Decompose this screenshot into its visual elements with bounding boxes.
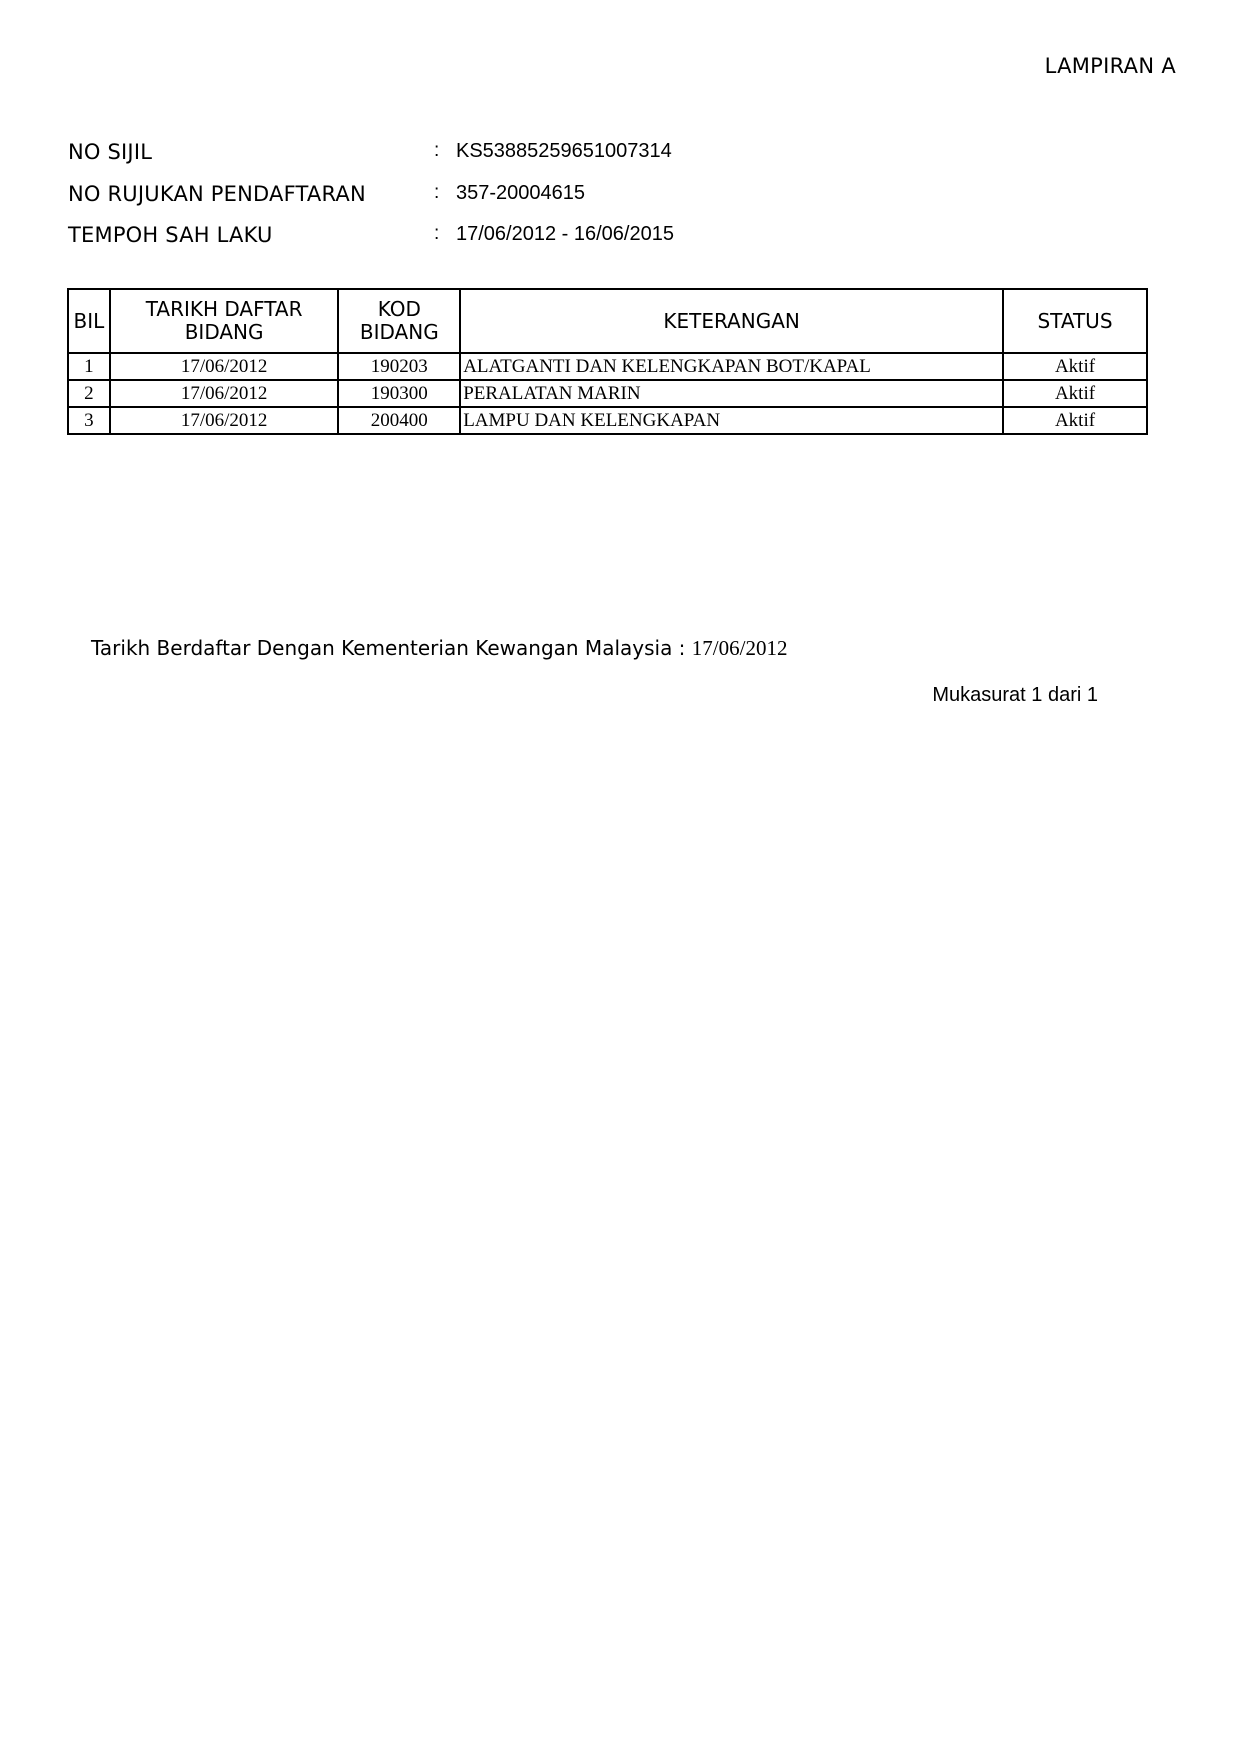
no-rujukan-value: 357-20004615 — [456, 182, 586, 204]
tempoh-value: 17/06/2012 - 16/06/2015 — [456, 223, 674, 245]
header-kod-bidang — [338, 289, 460, 353]
cell-bil: 3 — [68, 407, 110, 434]
cell-status: Aktif — [1003, 407, 1147, 434]
header-status: STATUS — [1003, 289, 1147, 353]
no-rujukan-colon: : — [434, 182, 440, 203]
tarikh-berdaftar-line — [91, 636, 787, 661]
page-number: Mukasurat 1 dari 1 — [932, 684, 1098, 706]
header-tarikh-line1: TARIKH DAFTAR — [145, 297, 303, 321]
header-tarikh-line2: BIDANG — [184, 320, 264, 344]
header-tarikh-daftar-bidang — [110, 289, 339, 353]
header-keterangan: KETERANGAN — [460, 289, 1003, 353]
bidang-table — [67, 288, 1148, 435]
table-header-row — [68, 289, 1147, 353]
cell-tarikh: 17/06/2012 — [110, 380, 339, 407]
cell-status: Aktif — [1003, 353, 1147, 380]
cell-keterangan: PERALATAN MARIN — [460, 380, 1003, 407]
cell-tarikh: 17/06/2012 — [110, 407, 339, 434]
no-rujukan-label: NO RUJUKAN PENDAFTARAN — [68, 182, 366, 206]
cell-bil: 2 — [68, 380, 110, 407]
cell-keterangan: LAMPU DAN KELENGKAPAN — [460, 407, 1003, 434]
cell-kod: 190203 — [338, 353, 460, 380]
cell-keterangan: ALATGANTI DAN KELENGKAPAN BOT/KAPAL — [460, 353, 1003, 380]
header-kod-line1: KOD — [377, 297, 421, 321]
tempoh-colon: : — [434, 223, 440, 244]
tarikh-berdaftar-label: Tarikh Berdaftar Dengan Kementerian Kewangan Malaysia : — [91, 636, 686, 660]
header-bil: BIL — [68, 289, 110, 353]
no-sijil-value: KS53885259651007314 — [456, 140, 672, 162]
header-kod-line2: BIDANG — [359, 320, 439, 344]
lampiran-label: LAMPIRAN A — [1044, 54, 1176, 78]
table-row — [68, 407, 1147, 434]
cell-tarikh: 17/06/2012 — [110, 353, 339, 380]
cell-kod: 200400 — [338, 407, 460, 434]
tempoh-label: TEMPOH SAH LAKU — [68, 223, 273, 247]
cell-bil: 1 — [68, 353, 110, 380]
table-row — [68, 380, 1147, 407]
table-row — [68, 353, 1147, 380]
no-sijil-label: NO SIJIL — [68, 140, 153, 164]
tarikh-berdaftar-date: 17/06/2012 — [691, 636, 788, 660]
cell-status: Aktif — [1003, 380, 1147, 407]
cell-kod: 190300 — [338, 380, 460, 407]
no-sijil-colon: : — [434, 140, 440, 161]
